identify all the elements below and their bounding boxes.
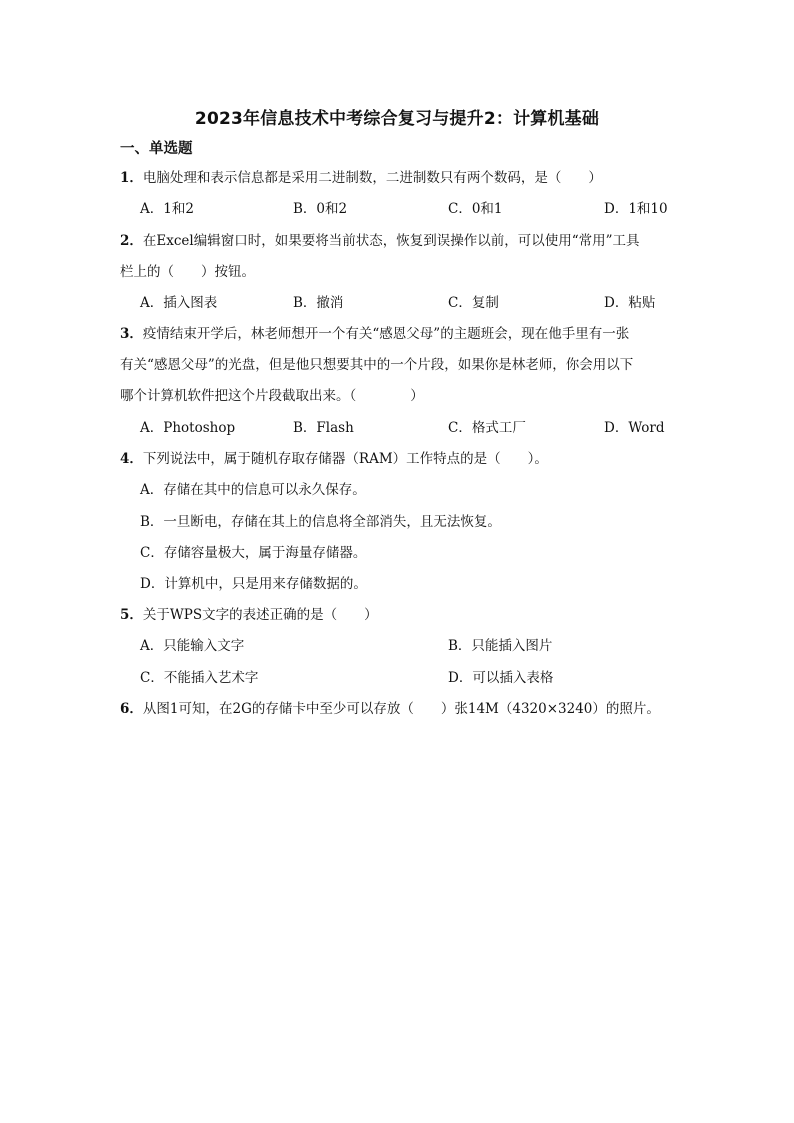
option-c: C．存储容量极大，属于海量存储器。	[140, 545, 367, 561]
option-c: C．不能插入艺术字	[140, 670, 259, 686]
option-a: A．插入图表	[140, 295, 218, 311]
option-c: C．复制	[448, 295, 499, 311]
question-number: 6．	[120, 701, 143, 717]
option-a: A．Photoshop	[140, 420, 236, 436]
question-text: 关于WPS文字的表述正确的是（ ）	[142, 607, 378, 623]
option-a: A．1和2	[140, 201, 194, 217]
question-4	[120, 447, 548, 467]
option-b: B．0和2	[293, 201, 348, 217]
question-text: 下列说法中，属于随机存取存储器（RAM）工作特点的是（ ）。	[142, 451, 548, 467]
question-number: 5．	[120, 607, 143, 623]
question-2	[120, 229, 640, 249]
option-d: D．可以插入表格	[448, 670, 554, 686]
option-b: B．一旦断电，存储在其上的信息将全部消失，且无法恢复。	[140, 514, 501, 530]
question-1	[120, 166, 602, 186]
option-b: B．Flash	[293, 420, 354, 436]
option-a: A．存储在其中的信息可以永久保存。	[140, 482, 366, 498]
question-text: 在Excel编辑窗口时，如果要将当前状态，恢复到误操作以前，可以使用“常用”工具	[142, 233, 640, 249]
question-number: 1．	[120, 170, 143, 186]
question-3-continued: 有关“感恩父母”的光盘，但是他只想要其中的一个片段，如果你是林老师，你会用以下	[120, 357, 634, 373]
option-d: D．粘贴	[604, 295, 656, 311]
question-text: 电脑处理和表示信息都是采用二进制数，二进制数只有两个数码，是（ ）	[142, 170, 602, 186]
question-3	[120, 322, 629, 342]
document-title: 2023年信息技术中考综合复习与提升2：计算机基础	[194, 109, 600, 129]
question-2-continued: 栏上的（ ）按钮。	[120, 264, 255, 280]
question-5	[120, 603, 378, 623]
option-d: D．计算机中，只是用来存储数据的。	[140, 576, 367, 592]
option-d: D．Word	[604, 420, 665, 436]
question-number: 4．	[120, 451, 143, 467]
question-text: 从图1可知，在2G的存储卡中至少可以存放（ ）张14M（4320×3240）的照片。	[142, 701, 660, 717]
question-text: 疫情结束开学后，林老师想开一个有关“感恩父母”的主题班会，现在他手里有一张	[142, 326, 630, 342]
option-a: A．只能输入文字	[140, 638, 245, 654]
option-c: C．0和1	[448, 201, 503, 217]
option-b: B．只能插入图片	[448, 638, 553, 654]
question-number: 2．	[120, 233, 143, 249]
question-number: 3．	[120, 326, 143, 342]
section-heading: 一、单选题	[120, 141, 193, 157]
option-c: C．格式工厂	[448, 420, 526, 436]
option-d: D．1和10	[604, 201, 668, 217]
question-3-continued: 哪个计算机软件把这个片段截取出来。（ ）	[120, 388, 424, 404]
option-b: B．撤消	[293, 295, 344, 311]
question-6	[120, 697, 660, 717]
